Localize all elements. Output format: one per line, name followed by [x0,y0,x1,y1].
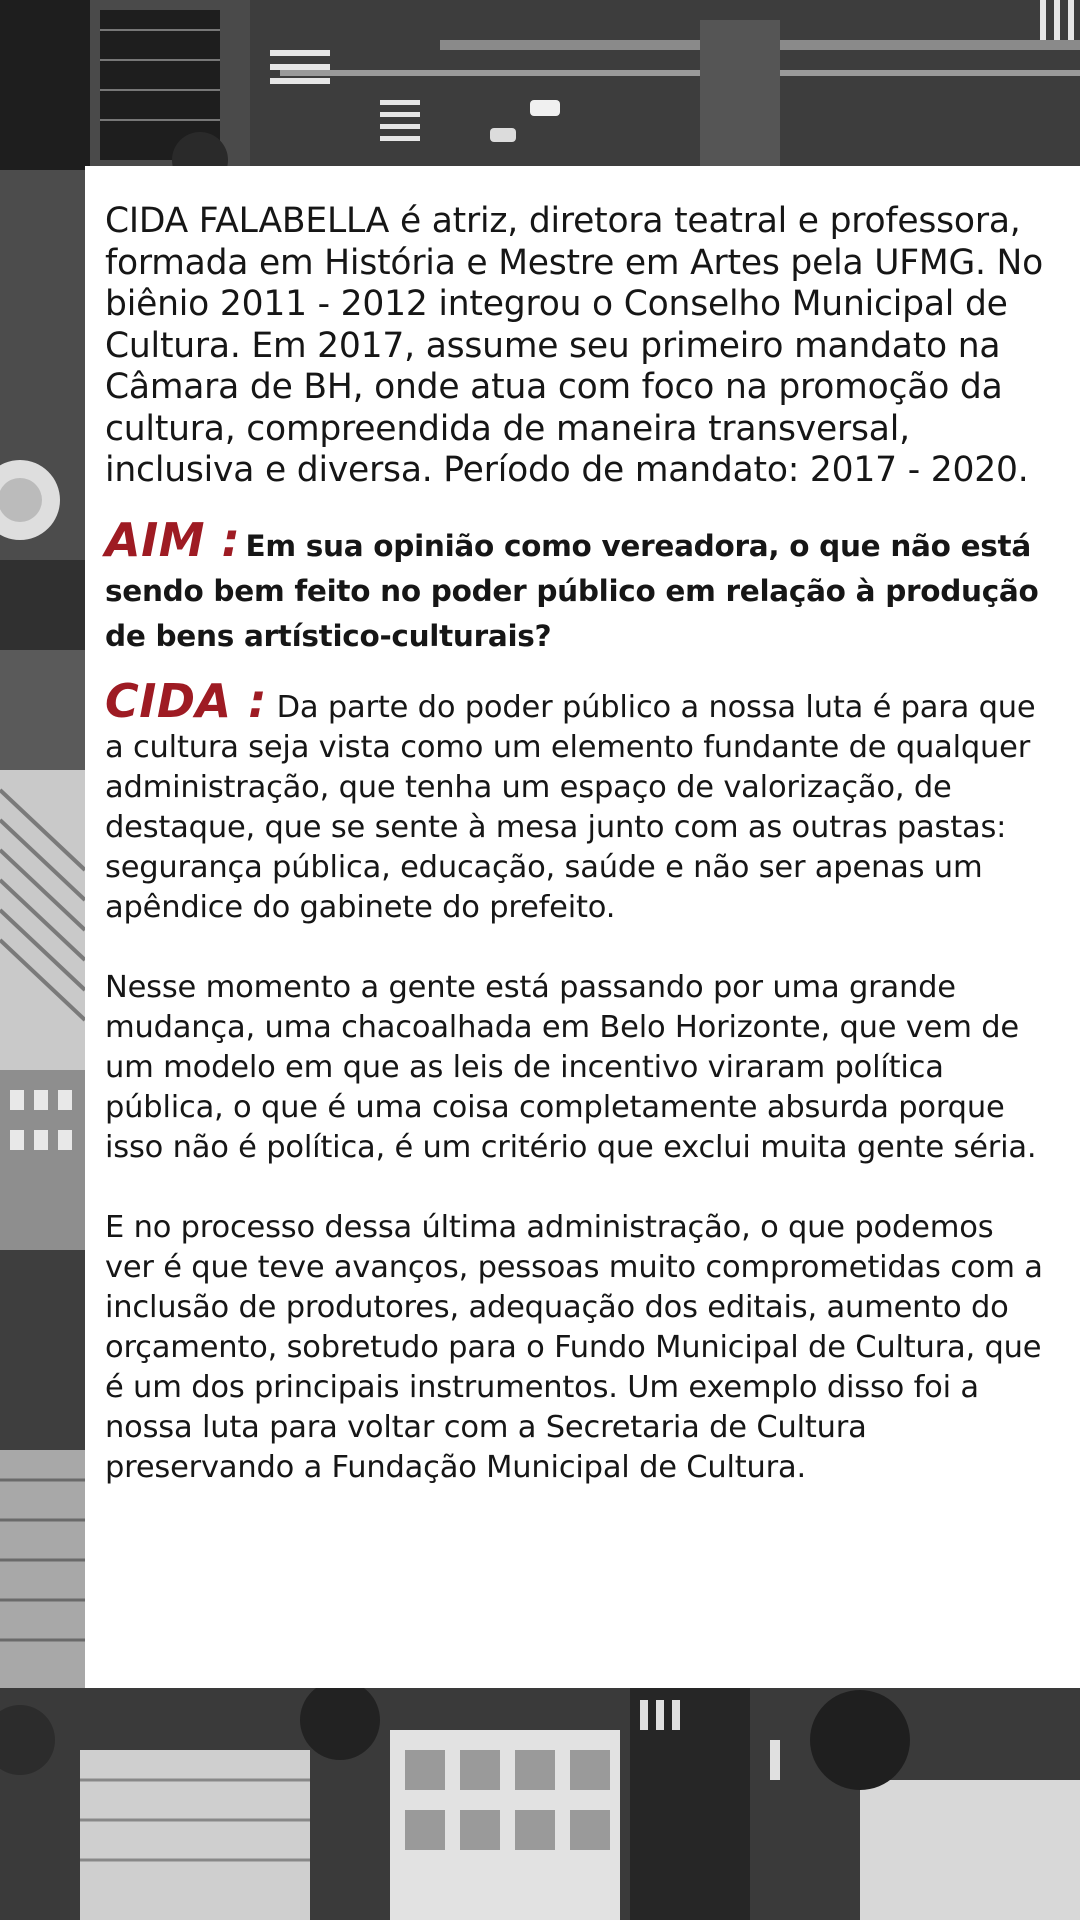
question-speaker-label: AIM : [105,512,241,567]
question-block [105,512,1050,661]
answer-block [105,673,1050,928]
answer-paragraph-3: E no processo dessa última administração, o que podemos ver é que teve avanços, pessoas muito comprometidas com a inclusão de produtores, adequação dos editais, aumento do orçamento, sobretudo para o Fundo Municipal de Cultura, que é um dos principais instrumentos. Um exemplo disso foi a nossa luta para voltar com a Secretaria de Cultura preservando a Fundação Municipal de Cultura. [105,1209,1043,1485]
interview-card [85,166,1080,1688]
answer-paragraph-2: Nesse momento a gente está passando por uma grande mudança, uma chacoalhada em Belo Horizonte, que vem de um modelo em que as leis de incentivo viraram política pública, o que é uma coisa completamente absurda porque isso não é política, é um critério que exclui muita gente séria. [105,969,1037,1165]
answer-speaker-label: CIDA : [105,673,268,728]
bio-paragraph: CIDA FALABELLA é atriz, diretora teatral e professora, formada em História e Mestre em Artes pela UFMG. No biênio 2011 - 2012 integrou o Conselho Municipal de Cultura. Em 2017, assume seu primeiro mandato na Câmara de BH, onde atua com foco na promoção da cultura, compreendida de maneira transversal, inclusiva e diversa. Período de mandato: 2017 - 2020. [105,201,1044,490]
question-text: Em sua opinião como vereadora, o que não está sendo bem feito no poder público em relação à produção de bens artístico-culturais? [105,528,1039,653]
answer-paragraph-1: Da parte do poder público a nossa luta é para que a cultura seja vista como um elemento fundante de qualquer administração, que tenha um espaço de valorização, de destaque, que se sente à mesa junto com as outras pastas: segurança pública, educação, saúde e não ser apenas um apêndice do gabinete do prefeito. [105,689,1036,925]
